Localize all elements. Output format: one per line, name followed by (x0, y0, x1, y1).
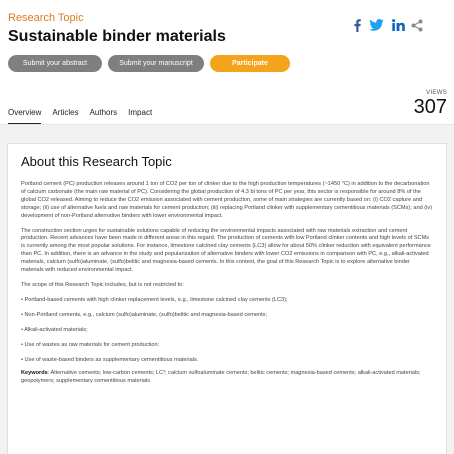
action-buttons (8, 55, 290, 72)
tab-articles[interactable]: Articles (52, 108, 79, 117)
scope-intro: The scope of this Research Topic includes, but is not restricted to: (21, 281, 184, 288)
views-label: VIEWS (426, 90, 447, 96)
tab-impact[interactable]: Impact (128, 108, 153, 117)
section-label: Research Topic (8, 12, 84, 24)
about-heading: About this Research Topic (21, 154, 172, 169)
scope-item-1: • Portland-based cements with high clinker replacement levels, e.g., limestone calcined clay cements (LC3); (21, 296, 288, 303)
submit-abstract-button[interactable]: Submit your abstract (8, 55, 102, 72)
linkedin-icon[interactable] (391, 17, 405, 33)
scope-item-4: • Use of wastes as raw materials for cement production; (21, 341, 160, 348)
scope-item-2: • Non-Portland cements, e.g., calcium (sulfo)aluminate, (sulfo)belitic and magnesia-based cements; (21, 311, 268, 318)
participate-button[interactable]: Participate (210, 55, 290, 72)
submit-manuscript-button[interactable]: Submit your manuscript (108, 55, 204, 72)
about-card (7, 143, 447, 454)
about-paragraph-1: Portland cement (PC) production releases around 1 ton of CO2 per ton of clinker due to the high production temperatures (~1450 °C) in addition to the decarbonation of calcium carbonate (the main raw material of PC). Considering the global production of 4.3 bl tons of PC per year, this sector is responsible for around 8% of the global CO2 released. Aiming to reduce the CO2 emission associated with cement production, some of main strategies are currently based on: (i) CO2 capture and storage; (ii) use of alternative fuels and raw materials for cement production; (iii) replacing Portland clinker with supplementary cementitious materials (SCMs); and (iv) development of non-Portland alternative binders with lower environmental impact. (21, 181, 432, 219)
keywords-list: : Alternative cements; low-carbon cements; LC³; calcium sulfoaluminate cements; belitic cements; magnesia-based cements; alkali-activated materials; geopolymers; supplementary cementitious materials (21, 370, 421, 385)
scope-item-5: • Use of waste-based binders as supplementary cementitious materials. (21, 356, 199, 363)
page-title: Sustainable binder materials (8, 28, 226, 45)
tab-authors[interactable]: Authors (89, 108, 118, 117)
keywords (21, 370, 433, 386)
views-count: 307 (413, 96, 447, 118)
tab-bar (8, 108, 152, 125)
facebook-icon[interactable] (352, 17, 362, 33)
about-paragraph-2: The construction section urges for sustainable solutions capable of reducing the environmental impacts associated with raw materials extraction and cement production. Recent advances have been made in different areas in this regard. The production of cements with low Portland clinker contents and high levels of SCMs is currently among the most popular solutions. For instance, limestone calcined clay cements (LC3) allow for about 50% clinker reduction with equivalent performance than PC. In addition, there is an advance in the study and popularization of alternative binders with lower CO2 emissions in comparison with PC, e.g., alkali-activated materials, calcium (sulfo)aluminate, (sulfo)belitic and magnesia-based cements. In this context, the goal of this Research Topic is to explore alternative binder materials with reduced environmental impact. (21, 227, 431, 274)
tab-overview[interactable]: Overview (8, 108, 41, 125)
scope-item-3: • Alkali-activated materials; (21, 326, 88, 333)
twitter-icon[interactable] (368, 17, 384, 33)
share-icon[interactable] (410, 17, 424, 33)
keywords-label: Keywords (21, 370, 48, 377)
